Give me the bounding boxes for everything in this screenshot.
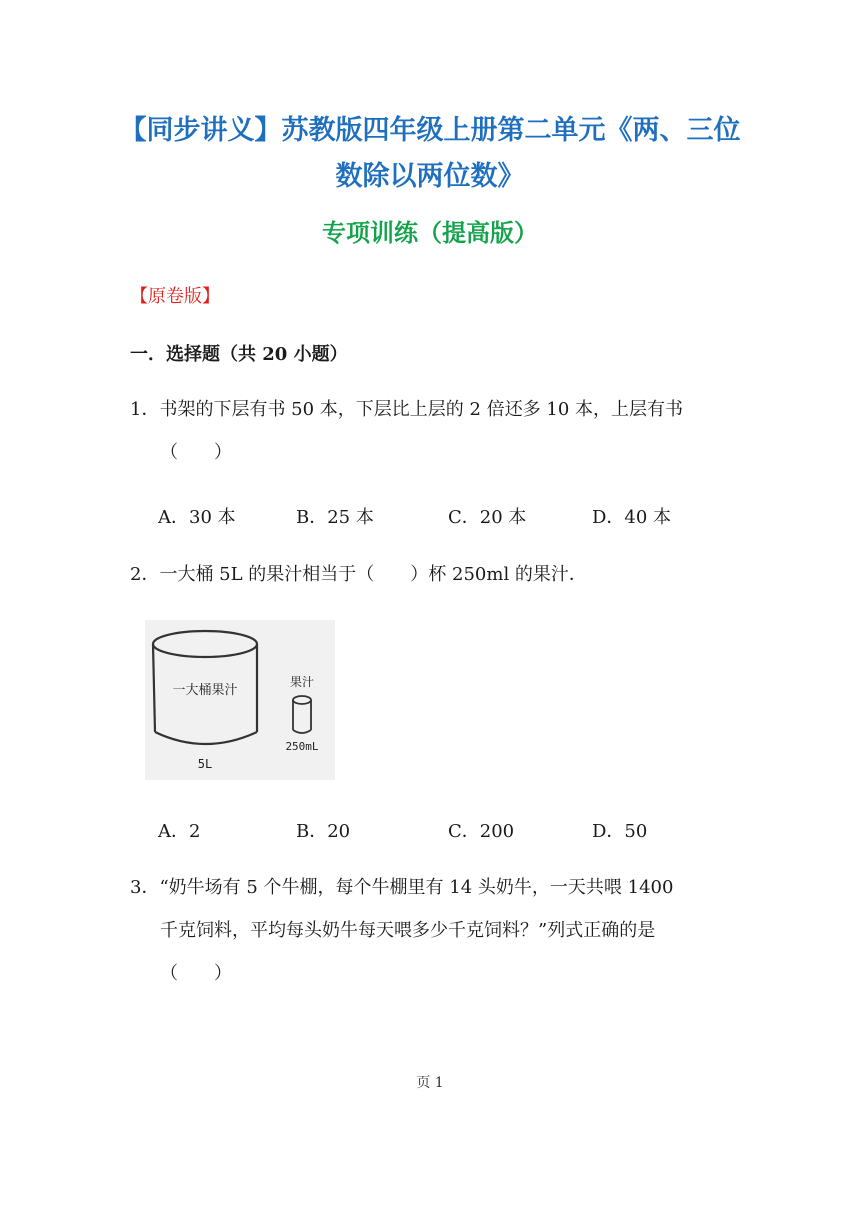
question-1-blank: （ ） (160, 442, 232, 463)
document-title-line-2: 数除以两位数》 (335, 161, 525, 192)
question-3-text-line-1: 3．“奶牛场有 5 个牛棚，每个牛棚里有 14 头奶牛，一天共喂 1400 (130, 877, 674, 898)
question-2-text: 2．一大桶 5L 的果汁相当于（ ）杯 250ml 的果汁． (130, 564, 587, 585)
question-2-option-b: B．20 (296, 821, 351, 842)
question-2-option-c: C．200 (448, 821, 515, 842)
version-tag: 【原卷版】 (130, 286, 220, 307)
question-3-text-line-2: 千克饲料，平均每头奶牛每天喂多少千克饲料？”列式正确的是 (160, 920, 656, 941)
juice-figure (145, 620, 335, 780)
question-1-text: 1．书架的下层有书 50 本，下层比上层的 2 倍还多 10 本，上层有书 (130, 399, 684, 420)
small-cup-label: 果汁 (289, 675, 315, 689)
question-3-blank: （ ） (160, 963, 232, 984)
question-2-option-d: D．50 (592, 821, 648, 842)
question-2-option-a: A．2 (158, 821, 201, 842)
big-bucket-label: 一大桶果汁 (172, 683, 238, 698)
question-1-option-d: D．40 本 (592, 507, 672, 528)
question-1-option-b: B．25 本 (296, 507, 374, 528)
document-title-line-1: 【同步讲义】苏教版四年级上册第二单元《两、三位 (119, 115, 741, 146)
document-subtitle: 专项训练（提高版） (322, 218, 538, 247)
question-1-option-a: A．30 本 (158, 507, 236, 528)
big-bucket-volume: 5L (197, 757, 213, 771)
small-cup-volume: 250mL (285, 740, 319, 753)
page-number: 页 1 (416, 1075, 444, 1091)
question-1-option-c: C．20 本 (448, 507, 527, 528)
section-heading: 一．选择题（共 20 小题） (130, 344, 348, 365)
